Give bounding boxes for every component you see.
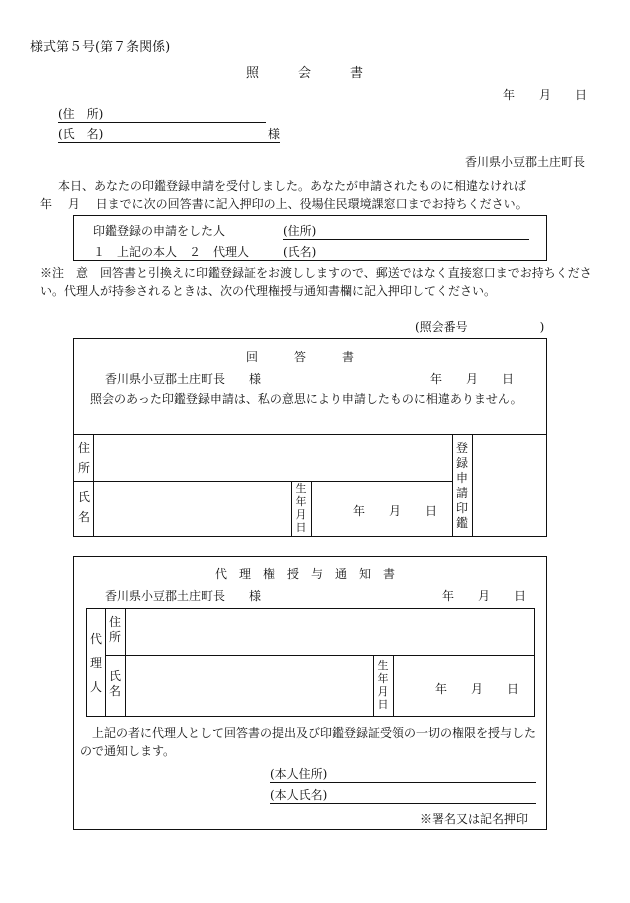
proxy-form [73, 556, 547, 830]
reply-birth-label: 生年月日 [295, 482, 307, 534]
agent-name-input[interactable] [126, 656, 372, 715]
agent-label: 代理人 [89, 632, 102, 694]
reply-name-input[interactable] [94, 482, 290, 535]
form-label: 様式第５号(第７条関係) [30, 40, 171, 55]
notice: ※注 意 回答書と引換えに印鑑登録証をお渡ししますので、郵送ではなく直接窓口までお持ちください。代理人が持参されるときは、次の代理権授与通知書欄に記入押印してください。 [40, 266, 592, 298]
principal-address-label: (本人住所) [270, 767, 328, 781]
addressee-name-field[interactable] [58, 125, 280, 143]
reply-to: 香川県小豆郡土庄町長 様 [105, 372, 262, 386]
proxy-statement: 上記の者に代理人として回答書の提出及び印鑑登録証受領の一切の権限を授与したので通知します。 [80, 726, 537, 758]
reply-title: 回 答 書 [246, 350, 355, 364]
reply-date: 年 月 日 [430, 372, 515, 386]
issue-date: 年 月 日 [503, 88, 588, 102]
principal-address-field[interactable] [270, 765, 536, 783]
reference-number: (照会番号 ) [415, 320, 545, 334]
addressee-address-label: (住 所) [58, 107, 104, 121]
reply-name-label: 氏名 [77, 490, 90, 524]
reply-address-label: 住所 [77, 441, 90, 475]
applicant-heading: 印鑑登録の申請をした人 [93, 224, 226, 238]
principal-name-field[interactable] [270, 786, 536, 804]
proxy-date: 年 月 日 [442, 589, 527, 603]
principal-name-label: (本人氏名) [270, 788, 328, 802]
sender: 香川県小豆郡土庄町長 [465, 155, 586, 169]
reply-statement: 照会のあった印鑑登録申請は、私の意思により申請したものに相違ありません。 [90, 392, 523, 406]
signature-note: ※署名又は記名押印 [420, 812, 529, 826]
page-title: 照 会 書 [246, 66, 364, 81]
agent-grid [86, 608, 535, 717]
reply-seal-area[interactable] [473, 435, 545, 535]
intro-line-1: 本日、あなたの印鑑登録申請を受付しました。あなたが申請されたものに相違なければ [58, 179, 527, 193]
applicant-box [73, 215, 547, 261]
addressee-address-field[interactable] [58, 105, 266, 123]
applicant-options: １ 上記の本人 ２ 代理人 [93, 245, 250, 259]
applicant-name-label: (氏名) [283, 245, 317, 259]
applicant-address-label: (住所) [283, 224, 317, 238]
applicant-address-field[interactable] [283, 222, 529, 240]
reply-form [73, 338, 547, 537]
intro-line-2: 年 月 日までに次の回答書に記入押印の上、役場住民環境課窓口までお持ちください。 [40, 197, 528, 211]
agent-name-label: 氏名 [108, 669, 121, 698]
proxy-to: 香川県小豆郡土庄町長 様 [105, 589, 262, 603]
reply-seal-label: 登録申請印鑑 [455, 441, 468, 530]
agent-address-input[interactable] [126, 610, 533, 654]
reply-birth-value[interactable]: 年 月 日 [353, 504, 438, 518]
agent-birth-label: 生年月日 [377, 659, 389, 711]
proxy-title: 代 理 権 授 与 通 知 書 [215, 567, 396, 581]
agent-address-label: 住所 [108, 615, 121, 644]
addressee-name-label: (氏 名) [58, 127, 104, 141]
reply-address-input[interactable] [94, 435, 451, 481]
addressee-sama: 様 [267, 127, 280, 141]
agent-birth-value[interactable]: 年 月 日 [435, 682, 520, 696]
